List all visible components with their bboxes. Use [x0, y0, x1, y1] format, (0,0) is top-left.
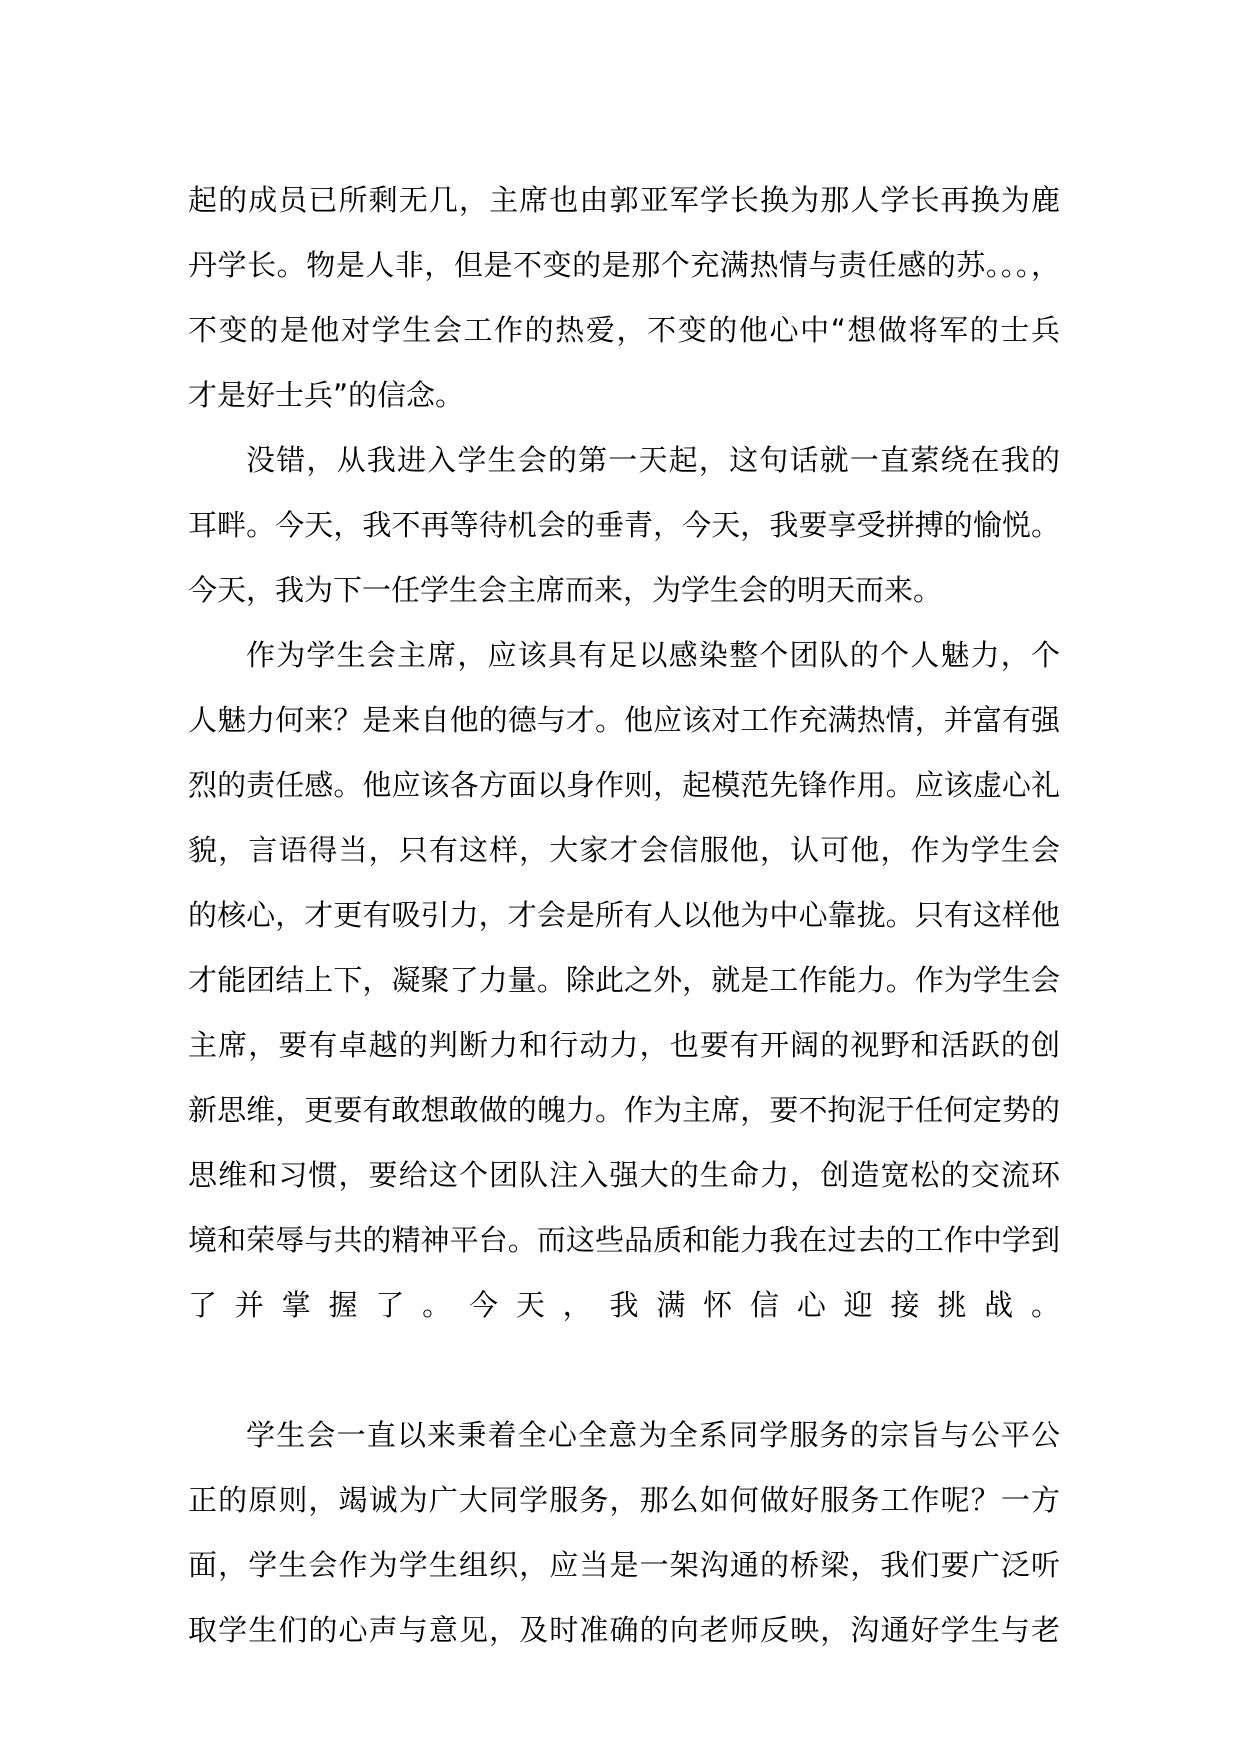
paragraph: [188, 1403, 1060, 1663]
paragraph-line: 貌，言语得当，只有这样，大家才会信服他，认可他，作为学生会: [188, 833, 1060, 867]
paragraph-line: 耳畔。今天，我不再等待机会的垂青，今天，我要享受拼搏的愉悦。: [188, 508, 1060, 542]
paragraph-line: 学生会一直以来秉着全心全意为全系同学服务的宗旨与公平公: [246, 1418, 1060, 1452]
paragraph-line: 作为学生会主席，应该具有足以感染整个团队的个人魅力，个: [246, 638, 1060, 672]
paragraph-line: 境和荣辱与共的精神平台。而这些品质和能力我在过去的工作中学到: [188, 1223, 1060, 1257]
paragraph-line: 主席，要有卓越的判断力和行动力，也要有开阔的视野和活跃的创: [188, 1028, 1060, 1062]
paragraph-line: 思维和习惯，要给这个团队注入强大的生命力，创造宽松的交流环: [188, 1158, 1060, 1192]
paragraph: [188, 623, 1060, 1403]
paragraph-line: [188, 1338, 1060, 1403]
paragraph: [188, 168, 1060, 428]
paragraph-line: 新思维，更要有敢想敢做的魄力。作为主席，要不拘泥于任何定势的: [188, 1093, 1060, 1127]
paragraph-line: 的核心，才更有吸引力，才会是所有人以他为中心靠拢。只有这样他: [188, 898, 1060, 932]
paragraph-line: 不变的是他对学生会工作的热爱，不变的他心中“想做将军的士兵: [188, 313, 1060, 347]
paragraph-line: 起的成员已所剩无几，主席也由郭亚军学长换为那人学长再换为鹿: [188, 183, 1060, 217]
paragraph-line: 才能团结上下，凝聚了力量。除此之外，就是工作能力。作为学生会: [188, 963, 1060, 997]
paragraph-line: 没错，从我进入学生会的第一天起，这句话就一直萦绕在我的: [246, 443, 1060, 477]
paragraph-line: 才是好士兵”的信念。: [188, 378, 465, 412]
paragraph: [188, 428, 1060, 623]
paragraph-line: 今天，我为下一任学生会主席而来，为学生会的明天而来。: [188, 573, 943, 607]
document-body: [188, 168, 1060, 1663]
paragraph-line: 烈的责任感。他应该各方面以身作则，起模范先锋作用。应该虚心礼: [188, 768, 1060, 802]
paragraph-line: 丹学长。物是人非，但是不变的是那个充满热情与责任感的苏。。。，: [188, 248, 1060, 282]
paragraph-line: 人魅力何来？是来自他的德与才。他应该对工作充满热情，并富有强: [188, 703, 1060, 737]
paragraph-line: 面，学生会作为学生组织，应当是一架沟通的桥梁，我们要广泛听: [188, 1548, 1060, 1582]
paragraph-line: 了并掌握了。今天，我满怀信心迎接挑战。: [188, 1288, 1060, 1322]
paragraph-line: 正的原则，竭诚为广大同学服务，那么如何做好服务工作呢？一方: [188, 1483, 1060, 1517]
paragraph-line: 取学生们的心声与意见，及时准确的向老师反映，沟通好学生与老: [188, 1613, 1060, 1647]
